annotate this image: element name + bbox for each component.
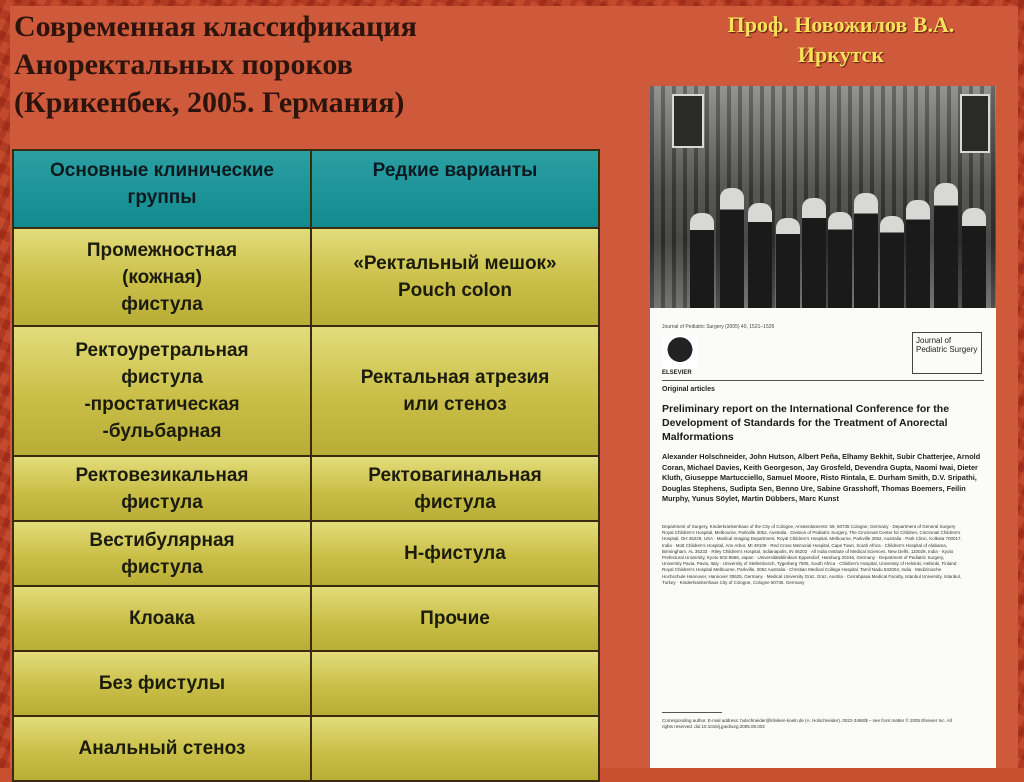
cell-text-line: Анальный стеноз <box>78 738 246 759</box>
paper-authors: Alexander Holschneider, John Hutson, Albert Peña, Elhamy Bekhit, Subir Chatterjee, Arnold Coran, Michael Davies, Keith Georgeson, Jay Grosfeld, Devendra Gupta, Naomi Iwai, Dieter Kluth, Giuseppe Martucciello, Samuel Moore, Risto Rintala, E. Durham Smith, D.V. Sripathi, Douglas Stephens, Sudipta Sen, Benno Ure, Sabine Grasshoff, Thomas Boemers, Feilin Murphy, Yunus Söylet, Martin Dübbers, Marc Kunst <box>662 452 981 503</box>
cell-text-line: фистула <box>414 491 496 513</box>
cell-text-line: фистула <box>121 491 203 513</box>
photo-person <box>934 183 958 308</box>
cell-text-line: -простатическая <box>84 394 240 415</box>
cell-main-group <box>13 326 311 456</box>
table-row <box>13 716 599 781</box>
photo-person <box>802 198 826 308</box>
cell-text-line: Ректовезикальная <box>75 464 249 486</box>
table-body <box>13 228 599 781</box>
paper-corresponding: Corresponding author. E-mail address: holschneider@kliniken-koeln.de (A. Holschneider). 0022-3468/$ – see front matter © 2005 Elsevier Inc. All rights reserved. doi:10.1016/j.jpedsurg.2005.08.002 <box>662 718 952 729</box>
publisher-name: ELSEVIER <box>662 370 692 376</box>
cell-text-line: (кожная) <box>122 266 202 288</box>
paper-section: Original articles <box>662 386 715 393</box>
cell-text-line: Ректовагинальная <box>368 464 542 486</box>
cell-text-line: Без фистулы <box>98 673 226 694</box>
cell-text-line: Н-фистула <box>404 543 506 564</box>
title-line-2: Аноректальных пороков <box>14 48 353 81</box>
cell-text-line: Промежностная <box>86 239 238 261</box>
table-row <box>13 326 599 456</box>
cell-rare-variant <box>311 521 599 586</box>
photo-person <box>854 193 878 308</box>
classification-table <box>12 149 600 782</box>
cell-main-group <box>13 651 311 716</box>
cell-text-line: -бульбарная <box>102 421 222 442</box>
photo-person <box>776 218 800 308</box>
cell-rare-variant <box>311 651 599 716</box>
cell-main-group <box>13 586 311 651</box>
photo-person <box>748 203 772 308</box>
cell-text-line: Ректальная атрезия <box>360 367 550 388</box>
title-line-1: Современная классификация <box>14 10 417 43</box>
cell-text-line: фистула <box>121 367 203 388</box>
cell-rare-variant <box>311 586 599 651</box>
cell-text-line: Вестибулярная <box>89 529 235 551</box>
cell-rare-variant <box>311 716 599 781</box>
author-block <box>686 10 996 70</box>
paper-affiliations: Department of Surgery, Kinderkrankenhaus of the City of Cologne, Amsterdamerstr. 59, 50735 Cologne, Germany · Department of General Surgery Royal Children's Hospital, Melbourne, Parkville 3052, Australia · Division of Pediatric Surgery, The Cincinnati Center for Children, Cincinnati Children's Hospital, OH 45229, USA · Medical Imaging Department, Royal Children's Hospital, Melbourne, Parkville 3052, Australia · Park Clinic, Kolkata 700017, India · Mott Children's Hospital, Ann Arbor, MI 48109 · Red Cross Memorial Hospital, Cape Town, South Africa · Children's Hospital of Alabama, Birmingham, AL 35233 · Riley Children's Hospital, Indianapolis, IN 46202 · All India Institute of Medical Sciences, New Delhi, 110029, India · Kyoto Prefectural University, Kyoto 602-8566, Japan · Universitätsklinikum Eppendorf, Hamburg 20246, Germany · Department of Pediatric Surgery, University Pavia, Pavia, Italy · University of Stellenbosch, Tygerberg 7505, South Africa · Children's Hospital, University of Helsinki, Helsinki, Finland · Royal Children's Hospital Melbourne, Parkville, 3052 Australia · Christian Medical College Hospital, Tamil Nadu 632004, India · Medizinische Hochschule Hannover, Hannover 30625, Germany · Medical University Graz, Graz, Austria · Cerrahpasa Medical Faculty, Istanbul University, Istanbul, Turkey · Kinderkrankenhaus City of Cologne, Cologne 50735, Germany <box>662 524 962 585</box>
table-row <box>13 586 599 651</box>
cell-text-line: Клоака <box>129 608 195 629</box>
paper-divider <box>662 380 984 381</box>
cell-main-group <box>13 521 311 586</box>
journal-name-box: Journal of Pediatric Surgery <box>912 332 982 374</box>
paper-footnote-rule <box>662 712 722 713</box>
header-rare-variants: Редкие варианты <box>311 150 599 228</box>
author-city: Иркутск <box>797 42 885 67</box>
photo-window <box>960 94 990 153</box>
cell-main-group <box>13 716 311 781</box>
header-main-groups: Основные клинические группы <box>13 150 311 228</box>
photo-person <box>962 208 986 308</box>
author-name: Проф. Новожилов В.А. <box>727 12 955 37</box>
table-row <box>13 456 599 521</box>
elsevier-tree-icon <box>662 336 698 370</box>
title-line-3: (Крикенбек, 2005. Германия) <box>14 86 405 119</box>
paper-title: Preliminary report on the International Conference for the Development of Standards for the Treatment of Anorectal Malformations <box>662 403 950 443</box>
cell-main-group <box>13 228 311 326</box>
photo-person <box>690 213 714 308</box>
cell-rare-variant <box>311 326 599 456</box>
table-row <box>13 228 599 326</box>
table-row <box>13 521 599 586</box>
cell-rare-variant <box>311 228 599 326</box>
photo-window <box>672 94 704 148</box>
slide-title <box>14 8 634 122</box>
cell-text-line: Ректоуретральная <box>75 340 249 361</box>
journal-reference: Journal of Pediatric Surgery (2005) 40, 1521–1526 <box>662 324 775 330</box>
photo-person <box>720 188 744 308</box>
conference-group-photo <box>650 86 996 308</box>
photo-person <box>906 200 930 308</box>
photo-person <box>880 216 904 308</box>
cell-text-line: фистула <box>121 556 203 578</box>
table-header-row <box>13 150 599 228</box>
cell-text-line: или стеноз <box>403 394 507 415</box>
cell-main-group <box>13 456 311 521</box>
cell-text-line: «Ректальный мешок» <box>353 253 557 274</box>
photo-person <box>828 212 852 308</box>
cell-rare-variant <box>311 456 599 521</box>
cell-text-line: фистула <box>121 293 203 315</box>
cell-text-line: Pouch colon <box>398 280 512 301</box>
table-row <box>13 651 599 716</box>
journal-article-image <box>650 308 996 768</box>
cell-text-line: Прочие <box>420 608 490 629</box>
